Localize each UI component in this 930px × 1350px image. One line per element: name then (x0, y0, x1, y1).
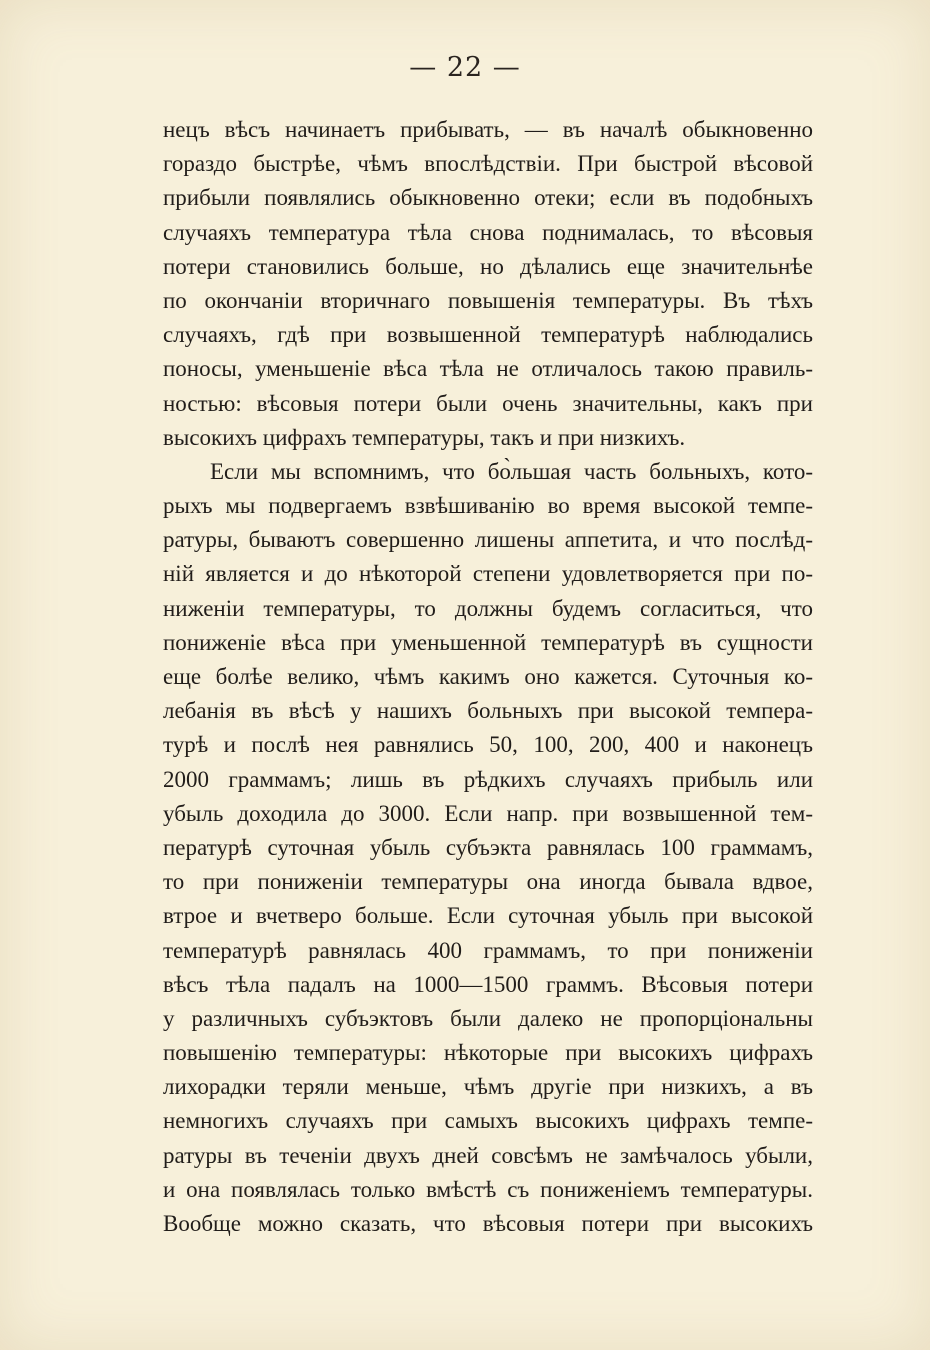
text-line: ратуры, бываютъ совершенно лишены аппетита, и что послѣд- (163, 527, 813, 553)
text-line: повышенію температуры: нѣкоторые при высокихъ цифрахъ (163, 1040, 813, 1066)
text-line: случаяхъ температура тѣла снова поднималась, то вѣсовыя (163, 219, 813, 245)
text-line: ностью: вѣсовыя потери были очень значительны, какъ при (163, 390, 813, 416)
text-line: то при пониженіи температуры она иногда бывала вдвое, (163, 869, 813, 895)
text-line: ниженіи температуры, то должны будемъ согласиться, что (163, 595, 813, 621)
text-line: Вообще можно сказать, что вѣсовыя потери при высокихъ (163, 1211, 813, 1236)
text-line: лихорадки теряли меньше, чѣмъ другіе при низкихъ, а въ (163, 1074, 813, 1100)
text-line: пониженіе вѣса при уменьшенной температурѣ въ сущности (163, 629, 813, 655)
text-line: турѣ и послѣ нея равнялись 50, 100, 200, 400 и наконецъ (163, 732, 813, 758)
text-line: потери становились больше, но дѣлались еще значительнѣе (163, 253, 813, 279)
text-line: втрое и вчетверо больше. Если суточная убыль при высокой (163, 903, 813, 929)
text-line: ратуры въ теченіи двухъ дней совсѣмъ не замѣчалось убыли, (163, 1142, 813, 1168)
text-line: поносы, уменьшеніе вѣса тѣла не отличалось такою правиль- (163, 356, 813, 382)
text-line: 2000 граммамъ; лишь въ рѣдкихъ случаяхъ прибыль или (163, 766, 813, 792)
text-line: гораздо быстрѣе, чѣмъ впослѣдствіи. При быстрой вѣсовой (163, 151, 813, 177)
text-line: Если мы вспомнимъ, что бо̀льшая часть больныхъ, кото- (210, 458, 813, 484)
text-line: прибыли появлялись обыкновенно отеки; если въ подобныхъ (163, 185, 813, 211)
text-line: нецъ вѣсъ начинаетъ прибывать, — въ началѣ обыкновенно (163, 117, 813, 142)
text-line: лебанія въ вѣсѣ у нашихъ больныхъ при высокой темпера- (163, 698, 813, 724)
body-text (163, 113, 813, 1241)
text-line: вѣсъ тѣла падалъ на 1000—1500 граммъ. Вѣсовыя потери (163, 971, 813, 997)
text-line: температурѣ равнялась 400 граммамъ, то при пониженіи (163, 937, 813, 963)
text-line: еще болѣе велико, чѣмъ какимъ оно кажется. Суточныя ко- (163, 664, 813, 689)
text-line: и она появлялась только вмѣстѣ съ пониженіемъ температуры. (163, 1176, 813, 1202)
page-number: — 22 — (409, 52, 521, 83)
text-line: ній является и до нѣкоторой степени удовлетворяется при по- (163, 561, 813, 587)
text-line: у различныхъ субъэктовъ были далеко не пропорціональны (163, 1005, 813, 1031)
text-line: случаяхъ, гдѣ при возвышенной температурѣ наблюдались (163, 322, 813, 348)
text-line: рыхъ мы подвергаемъ взвѣшиванію во время высокой темпе- (163, 493, 813, 519)
text-line: пературѣ суточная убыль субъэкта равнялась 100 граммамъ, (163, 834, 813, 860)
text-line: высокихъ цифрахъ температуры, такъ и при низкихъ. (163, 424, 686, 450)
text-line: немногихъ случаяхъ при самыхъ высокихъ цифрахъ темпе- (163, 1108, 813, 1134)
text-line: убыль доходила до 3000. Если напр. при возвышенной тем- (163, 800, 813, 826)
text-line: по окончаніи вторичнаго повышенія температуры. Въ тѣхъ (163, 287, 813, 313)
